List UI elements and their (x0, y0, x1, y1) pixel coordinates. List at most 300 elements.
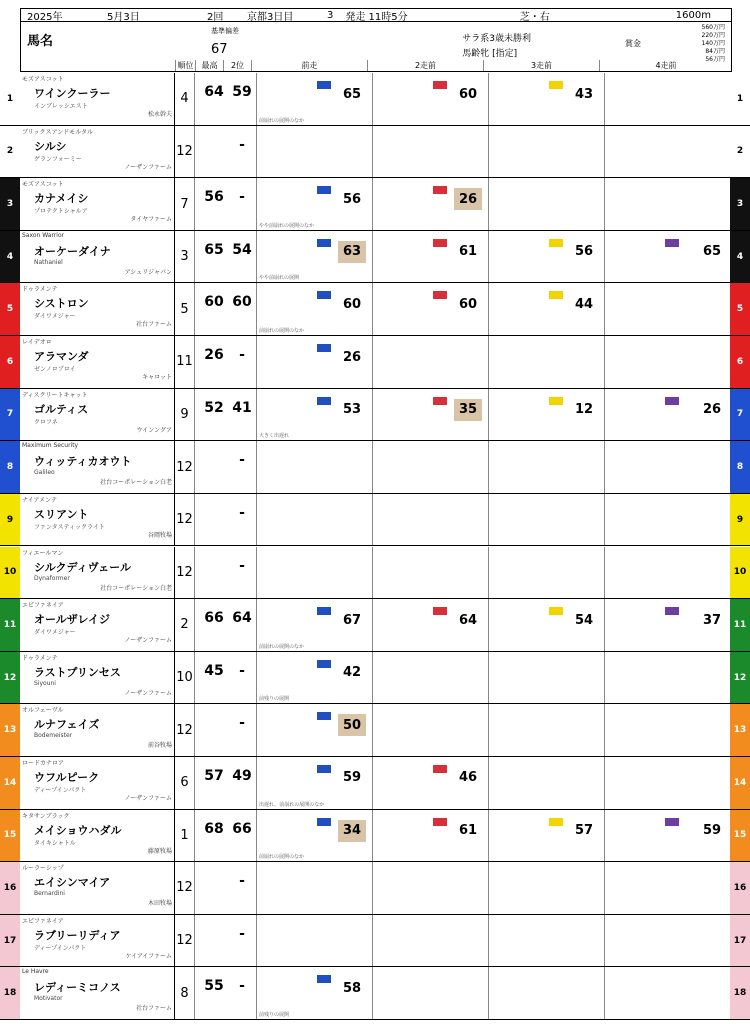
past-race-2 (372, 704, 488, 756)
horse-info (20, 283, 175, 335)
horse-row[interactable] (0, 810, 750, 863)
past-race-2 (372, 547, 488, 599)
gate-number: 6 (730, 336, 750, 388)
breeder: 前谷牧場 (147, 742, 172, 750)
past-score: 44 (574, 296, 594, 312)
horse-row[interactable] (0, 862, 750, 915)
class-badge (317, 607, 331, 615)
horse-info (20, 652, 175, 704)
best-score: 26 (204, 347, 224, 364)
race-note: 前崩れの展開のなか (259, 328, 305, 335)
col-prev1: 前走 (251, 60, 367, 71)
gate-number: 4 (730, 231, 750, 283)
past-race-3 (488, 494, 604, 546)
past-score: 26 (454, 188, 482, 210)
class-badge (317, 765, 331, 773)
breeder: 谷岡牧場 (147, 531, 172, 539)
second-score: - (239, 504, 245, 521)
past-race-3 (488, 126, 604, 178)
horse-info (20, 73, 175, 125)
past-race-3 (488, 73, 604, 125)
rank-value: 12 (175, 915, 195, 967)
past-race-4 (604, 336, 732, 388)
gate-number: 18 (0, 967, 20, 1019)
past-score: 67 (342, 612, 362, 628)
rank-value: 6 (175, 757, 195, 809)
past-race-2 (372, 652, 488, 704)
horse-row[interactable] (0, 599, 750, 652)
past-race-3 (488, 810, 604, 862)
best-score: 56 (204, 189, 224, 206)
dam-sire: ディープインパクト (34, 786, 87, 794)
race-number: 3 (327, 9, 334, 21)
prize-4: 84万円 (705, 48, 725, 55)
class-badge (433, 818, 447, 826)
sire-name: Le Havre (22, 968, 49, 976)
sire-name: Saxon Warrior (22, 231, 65, 239)
class-badge (433, 81, 447, 89)
past-race-2 (372, 283, 488, 335)
horse-row[interactable] (0, 73, 750, 126)
past-race-3 (488, 915, 604, 967)
horse-name[interactable]: スリアント (34, 507, 89, 521)
breeder: ノーザンファーム (124, 163, 172, 171)
horse-info (20, 336, 175, 388)
race-note: 前崩れの展開のなか (259, 854, 305, 861)
gate-number: 6 (0, 336, 20, 388)
second-score: - (239, 715, 245, 732)
rank-value: 12 (175, 704, 195, 756)
gate-number: 13 (730, 704, 750, 756)
prize-label: 賞金 (625, 39, 641, 48)
breeder: 松永幹夫 (147, 111, 172, 118)
best-score (201, 866, 227, 896)
past-race-3 (488, 336, 604, 388)
breeder: 藤原牧場 (147, 847, 172, 855)
year: 2025年 (27, 11, 63, 23)
best-score: 65 (204, 241, 224, 258)
horse-info (20, 704, 175, 756)
past-race-1 (256, 126, 372, 178)
rank-value: 12 (175, 494, 195, 546)
past-race-2 (372, 599, 488, 651)
rank-value: 9 (175, 389, 195, 441)
sire-name: ナイアメンテ (22, 496, 58, 504)
past-race-3 (488, 599, 604, 651)
race-note: 前残りの展開 (259, 1011, 290, 1018)
class-badge (549, 607, 563, 615)
horse-name[interactable]: ウィッティカオウト (34, 455, 132, 469)
past-score: 42 (342, 665, 362, 681)
gate-number: 3 (730, 178, 750, 230)
horse-row[interactable] (0, 231, 750, 284)
horse-row[interactable] (0, 652, 750, 705)
sire-name: ドゥラメンテ (22, 286, 58, 294)
horse-info (20, 599, 175, 651)
gate-number: 16 (730, 862, 750, 914)
gate-number: 1 (730, 73, 750, 125)
horse-name[interactable]: ゴルティス (34, 402, 89, 416)
class-badge (549, 239, 563, 247)
col-prev3: 3走前 (483, 60, 599, 71)
past-score: 54 (574, 612, 594, 628)
breeder: 社台コーポレーション白老 (100, 479, 172, 487)
past-race-4 (604, 73, 732, 125)
class-badge (317, 291, 331, 299)
race-note: やや前崩れの展開 (259, 275, 300, 282)
horse-name[interactable]: メイショウハダル (34, 823, 122, 837)
horse-name[interactable]: アラマンダ (34, 350, 89, 364)
past-race-2 (372, 389, 488, 441)
horse-row[interactable] (0, 967, 750, 1020)
past-race-4 (604, 810, 732, 862)
rank-value: 5 (175, 283, 195, 335)
past-race-1 (256, 441, 372, 493)
horse-info (20, 547, 175, 599)
second-score: 60 (232, 294, 252, 311)
sire-name: Maximum Security (22, 442, 79, 450)
gate-number: 7 (0, 389, 20, 441)
past-race-4 (604, 389, 732, 441)
past-race-2 (372, 967, 488, 1019)
past-score: 12 (574, 402, 594, 418)
past-score: 56 (342, 191, 362, 207)
dam-sire: Siyouni (34, 679, 56, 687)
gate-number: 5 (730, 283, 750, 335)
past-race-3 (488, 441, 604, 493)
best-score: 45 (204, 662, 224, 679)
second-score: - (239, 347, 245, 364)
best-score: 64 (204, 84, 224, 100)
past-race-1 (256, 73, 372, 125)
sire-name: ルーラーシップ (22, 865, 64, 873)
gate-number: 15 (0, 810, 20, 862)
gate-number: 14 (730, 757, 750, 809)
breeder: アシュリジャパン (124, 268, 172, 276)
breeder: タイヤファーム (130, 216, 172, 224)
horse-row[interactable] (0, 389, 750, 442)
rank-value: 10 (175, 652, 195, 704)
col-rank: 順位 (175, 60, 195, 71)
gate-number: 14 (0, 757, 20, 809)
horse-name[interactable]: ラストプリンセス (34, 665, 121, 679)
class-badge (317, 397, 331, 405)
start-time: 発走 11時5分 (345, 11, 408, 23)
past-race-4 (604, 283, 732, 335)
past-score: 53 (342, 402, 362, 418)
class-badge (665, 239, 679, 247)
past-race-4 (604, 441, 732, 493)
best-score (201, 498, 227, 528)
class-badge (433, 765, 447, 773)
second-score: - (239, 136, 245, 153)
horse-row[interactable] (0, 178, 750, 231)
second-score: - (239, 662, 245, 679)
horse-row[interactable] (0, 126, 750, 179)
prize-2: 220万円 (701, 32, 725, 39)
gate-number: 11 (0, 599, 20, 651)
past-score: 26 (702, 402, 722, 418)
column-header (20, 60, 732, 72)
distance: 1600m (675, 9, 711, 21)
dam-sire: ダイワメジャー (34, 629, 76, 637)
class-badge (549, 397, 563, 405)
past-race-4 (604, 231, 732, 283)
past-race-1 (256, 757, 372, 809)
rank-value: 11 (175, 336, 195, 388)
past-score: 43 (574, 86, 594, 102)
class-badge (665, 818, 679, 826)
gate-number: 9 (0, 494, 20, 546)
sire-name: ブリックスアンドモルタル (22, 128, 93, 136)
breeder: 社台ファーム (136, 1005, 172, 1013)
past-race-4 (604, 599, 732, 651)
breeder: ウインングア (136, 426, 172, 434)
past-score: 61 (458, 823, 478, 839)
best-score (201, 445, 227, 475)
class-badge (665, 607, 679, 615)
past-race-1 (256, 547, 372, 599)
gate-number: 1 (0, 73, 20, 125)
second-score: 64 (232, 610, 252, 627)
dam-sire: ゲランフォーミー (34, 155, 82, 163)
past-race-4 (604, 652, 732, 704)
past-race-2 (372, 915, 488, 967)
best-score: 60 (204, 294, 224, 311)
gate-number: 10 (0, 547, 20, 599)
second-score: 41 (232, 399, 252, 416)
horse-row[interactable] (0, 441, 750, 494)
past-race-2 (372, 126, 488, 178)
past-race-3 (488, 967, 604, 1019)
past-race-1 (256, 178, 372, 230)
past-race-1 (256, 283, 372, 335)
class-badge (317, 81, 331, 89)
dam-sire: Bernardini (34, 890, 65, 898)
past-race-2 (372, 73, 488, 125)
rank-value: 12 (175, 441, 195, 493)
rank-value: 2 (175, 599, 195, 651)
past-score: 57 (574, 823, 594, 839)
horse-name[interactable]: レディーミコノス (34, 981, 121, 995)
past-score: 26 (342, 349, 362, 365)
past-race-3 (488, 178, 604, 230)
past-race-2 (372, 757, 488, 809)
breeder: キャロット (142, 374, 172, 382)
rank-value: 12 (175, 547, 195, 599)
gate-number: 8 (0, 441, 20, 493)
gate-number: 18 (730, 967, 750, 1019)
base-value: 67 (211, 42, 228, 57)
past-score: 63 (338, 241, 366, 263)
dam-sire: ファンタスティックライト (34, 523, 105, 531)
horse-row[interactable] (0, 494, 750, 547)
rank-value: 7 (175, 178, 195, 230)
sire-name: フィエールマン (22, 549, 64, 557)
past-race-1 (256, 862, 372, 914)
round: 2回 (207, 11, 224, 23)
horse-row[interactable] (0, 757, 750, 810)
second-score: - (239, 452, 245, 469)
best-score (201, 708, 227, 738)
past-race-1 (256, 389, 372, 441)
past-race-1 (256, 704, 372, 756)
horse-name[interactable]: カナメイシ (34, 192, 89, 206)
past-race-4 (604, 757, 732, 809)
horse-name[interactable]: エイシンマイア (34, 876, 111, 890)
gate-number: 13 (0, 704, 20, 756)
prize-1: 560万円 (701, 24, 725, 31)
class-badge (549, 818, 563, 826)
class-badge (433, 607, 447, 615)
horse-name[interactable]: ワインクーラー (34, 87, 111, 100)
best-score: 57 (204, 767, 224, 784)
best-score (201, 919, 227, 949)
past-race-4 (604, 178, 732, 230)
breeder: 社台ファーム (136, 321, 172, 329)
col-prev4: 4走前 (599, 60, 732, 71)
second-score: 49 (232, 767, 252, 784)
dam-sire: インブレッシエスト (34, 103, 88, 110)
best-score: 52 (204, 399, 224, 416)
past-score: 59 (702, 823, 722, 839)
dam-sire: Galileo (34, 469, 55, 477)
past-race-1 (256, 231, 372, 283)
horse-name[interactable]: シルシ (34, 139, 67, 153)
race-note: 前残りの展開 (259, 696, 290, 703)
second-score: - (239, 925, 245, 942)
second-score: 66 (232, 820, 252, 837)
class-badge (433, 291, 447, 299)
horse-info (20, 757, 175, 809)
horse-row[interactable] (0, 336, 750, 389)
past-score: 34 (338, 820, 366, 842)
horse-row[interactable] (0, 704, 750, 757)
best-score: 55 (204, 978, 224, 995)
past-race-3 (488, 389, 604, 441)
date: 5月3日 (107, 11, 140, 23)
sire-name: モズアスコット (22, 181, 64, 189)
horse-info (20, 389, 175, 441)
past-race-2 (372, 494, 488, 546)
horse-name[interactable]: シストロン (34, 297, 89, 311)
rank-value: 3 (175, 231, 195, 283)
second-score: - (239, 189, 245, 206)
class-badge (549, 81, 563, 89)
past-race-2 (372, 862, 488, 914)
horse-info (20, 862, 175, 914)
race-header (20, 8, 732, 22)
class-badge (433, 239, 447, 247)
past-score: 60 (458, 86, 478, 102)
rank-value: 8 (175, 967, 195, 1019)
horse-name[interactable]: ラブリーリディア (34, 928, 121, 942)
horse-info (20, 915, 175, 967)
horse-name[interactable]: ウフルピーク (34, 770, 100, 784)
best-score (201, 551, 227, 581)
class-badge (665, 397, 679, 405)
horse-row[interactable] (0, 547, 750, 600)
horse-info (20, 810, 175, 862)
breeder: ケイアイファーム (125, 952, 172, 960)
sire-name: オルフェーヴル (22, 707, 64, 715)
past-score: 65 (342, 86, 362, 102)
gate-number: 17 (0, 915, 20, 967)
horse-name[interactable]: オールザレイジ (34, 613, 111, 627)
past-race-2 (372, 810, 488, 862)
race-cond: 馬齢牝 [指定] (462, 49, 518, 59)
gate-number: 2 (0, 126, 20, 178)
surface: 芝・右 (519, 11, 550, 23)
rank-value: 4 (175, 73, 195, 125)
past-race-3 (488, 862, 604, 914)
sire-name: モズアスコット (22, 76, 64, 83)
horse-name[interactable]: ルナフェイズ (34, 718, 100, 732)
class-badge (317, 818, 331, 826)
best-score: 66 (204, 610, 224, 627)
second-score: - (239, 978, 245, 995)
horse-info (20, 231, 175, 283)
horse-row[interactable] (0, 283, 750, 336)
horse-name[interactable]: オーケーダイナ (34, 244, 111, 258)
dam-sire: ダイワメジャー (34, 313, 76, 321)
sire-name: キタサンブラック (22, 812, 70, 820)
past-race-1 (256, 652, 372, 704)
past-race-4 (604, 704, 732, 756)
horse-info (20, 126, 175, 178)
gate-number: 7 (730, 389, 750, 441)
race-title: サラ系3歳未勝利 (462, 34, 531, 44)
past-score: 60 (458, 296, 478, 312)
gate-number: 3 (0, 178, 20, 230)
sire-name: ディスクリートキャット (22, 391, 88, 399)
past-score: 50 (338, 714, 366, 736)
gate-number: 2 (730, 126, 750, 178)
past-race-3 (488, 652, 604, 704)
past-race-2 (372, 178, 488, 230)
horse-info (20, 494, 175, 546)
past-score: 65 (702, 244, 722, 260)
gate-number: 16 (0, 862, 20, 914)
best-score (201, 130, 227, 160)
horse-row[interactable] (0, 915, 750, 968)
horse-name[interactable]: シルクディヴェール (34, 560, 131, 574)
past-score: 35 (454, 399, 482, 421)
prize-3: 140万円 (701, 40, 725, 47)
sire-name: ロードカナロア (22, 759, 64, 767)
past-race-4 (604, 547, 732, 599)
sire-name: レイデオロ (22, 339, 52, 347)
gate-number: 4 (0, 231, 20, 283)
past-race-1 (256, 336, 372, 388)
class-badge (317, 186, 331, 194)
past-race-3 (488, 704, 604, 756)
breeder: ノーザンファーム (124, 689, 172, 697)
breeder: ノーザンファーム (124, 794, 172, 802)
race-note: 出遅れ、前崩れの展開のなか (259, 801, 325, 808)
gate-number: 9 (730, 494, 750, 546)
past-race-4 (604, 915, 732, 967)
horse-name-label: 馬名 (27, 34, 54, 49)
gate-number: 8 (730, 441, 750, 493)
gate-number: 15 (730, 810, 750, 862)
past-race-2 (372, 231, 488, 283)
past-score: 60 (342, 296, 362, 312)
horse-info (20, 967, 175, 1019)
gate-number: 12 (730, 652, 750, 704)
race-note: 前崩れの展開のなか (259, 117, 305, 124)
gate-number: 11 (730, 599, 750, 651)
